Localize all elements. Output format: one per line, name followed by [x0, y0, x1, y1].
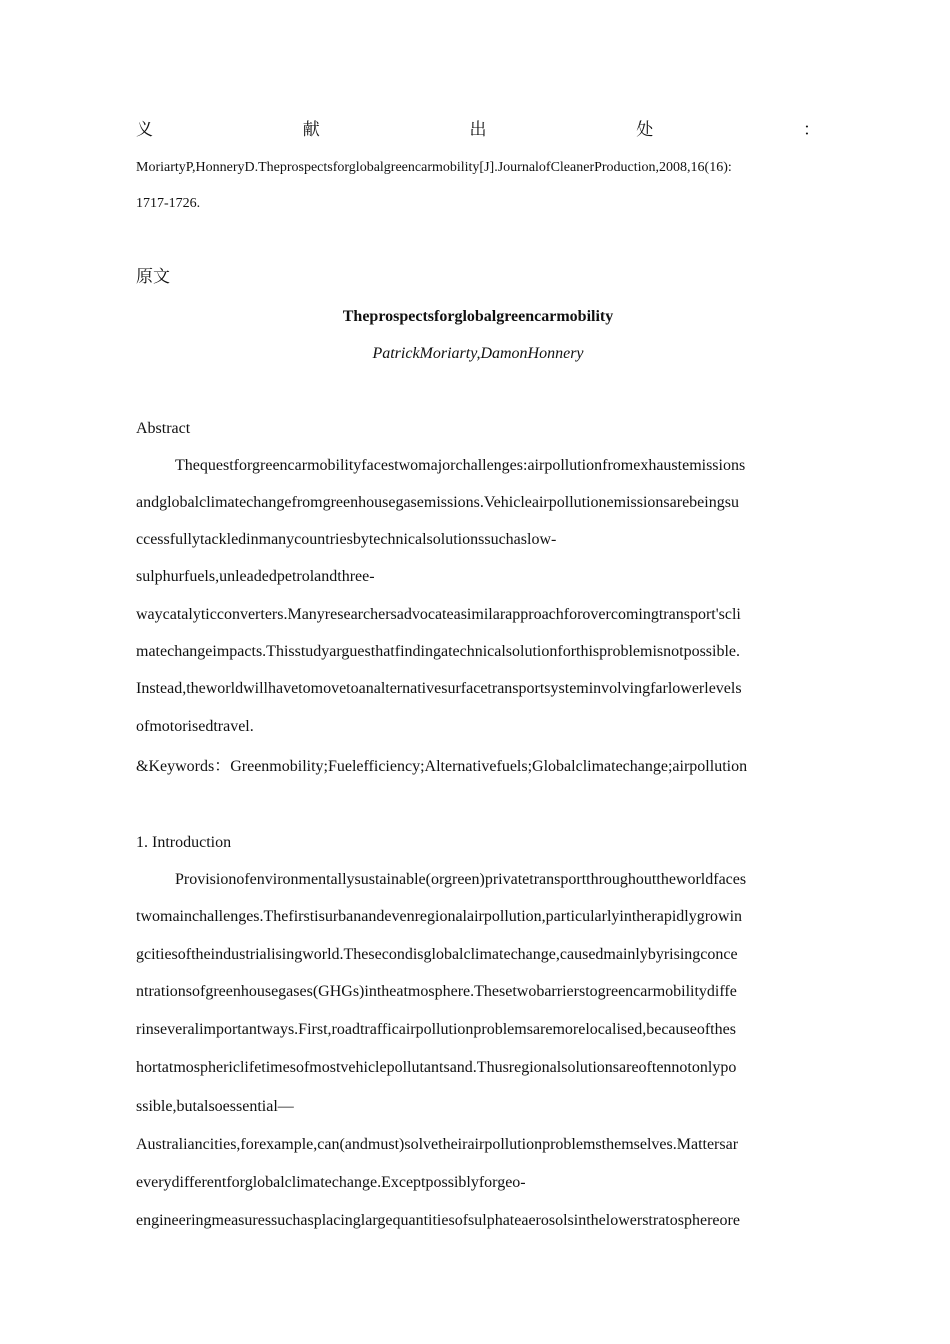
introduction-line: Australiancities,forexample,can(andmust)solvetheirairpollutionproblemsthemselves.Mattersar [136, 1136, 739, 1153]
introduction-line: engineeringmeasuressuchasplacinglargequantitiesofsulphateaerosolsinthelowerstratosphereore [136, 1212, 740, 1229]
citation-line: 1717-1726. [136, 196, 201, 211]
introduction-line: ntrationsofgreenhousegases(GHGs)intheatmosphere.Thesetwobarrierstogreencarmobilitydiffe [136, 983, 737, 1000]
introduction-line: Provisionofenvironmentallysustainable(orgreen)privatetransportthroughouttheworldfaces [175, 871, 747, 888]
source-heading-char: 出 [469, 120, 487, 139]
source-heading-char: 献 [302, 120, 320, 139]
abstract-line: ofmotorisedtravel. [136, 718, 254, 735]
paper-authors: PatrickMoriarty,DamonHonnery [372, 345, 584, 362]
source-heading-char: 义 [136, 120, 153, 139]
abstract-line: andglobalclimatechangefromgreenhousegasemissions.Vehicleairpollutionemissionsarebeingsu [136, 494, 739, 511]
introduction-line: twomainchallenges.Thefirstisurbanandevenregionalairpollution,particularlyintherapidlygrowin [136, 908, 743, 925]
abstract-line: Thequestforgreencarmobilityfacestwomajorchallenges:airpollutionfromexhaustemissions [175, 457, 746, 474]
keywords: &Keywords：Greenmobility;Fuelefficiency;Alternativefuels;Globalclimatechange;airpollution [136, 758, 748, 775]
citation-line: MoriartyP,HonneryD.Theprospectsforglobalgreencarmobility[J].JournalofCleanerProduction,2008,16(16): [136, 160, 732, 175]
introduction-line: hortatmosphericlifetimesofmostvehiclepollutantsand.Thusregionalsolutionsareoftennotonlypo [136, 1059, 737, 1076]
introduction-heading: 1. Introduction [136, 834, 232, 851]
abstract-line: waycatalyticconverters.Manyresearchersadvocateasimilarapproachforovercomingtransport'scli [136, 606, 741, 623]
abstract-line: matechangeimpacts.Thisstudyarguesthatfindingatechnicalsolutionforthisproblemisnotpossible. [136, 643, 741, 660]
abstract-line: ccessfullytackledinmanycountriesbytechnicalsolutionssuchaslow- [136, 531, 557, 548]
introduction-line: ssible,butalsoessential— [136, 1098, 294, 1115]
paper-title: Theprospectsforglobalgreencarmobility [342, 308, 614, 325]
source-heading-char: ： [803, 120, 820, 139]
introduction-line: rinseveralimportantways.First,roadtrafficairpollutionproblemsaremorelocalised,becauseofthes [136, 1021, 736, 1038]
introduction-line: everydifferentforglobalclimatechange.Exceptpossiblyforgeo- [136, 1174, 526, 1191]
abstract-line: sulphurfuels,unleadedpetrolandthree- [136, 568, 375, 585]
introduction-line: gcitiesoftheindustrialisingworld.Thesecondisglobalclimatechange,causedmainlybyrisingconce [136, 946, 738, 963]
original-text-label: 原文 [136, 267, 170, 286]
source-heading [136, 118, 820, 142]
abstract-line: Instead,theworldwillhavetomovetoanalternativesurfacetransportsysteminvolvingfarlowerlevels [136, 680, 742, 697]
abstract-label: Abstract [136, 420, 191, 437]
source-heading-char: 处 [636, 120, 654, 139]
